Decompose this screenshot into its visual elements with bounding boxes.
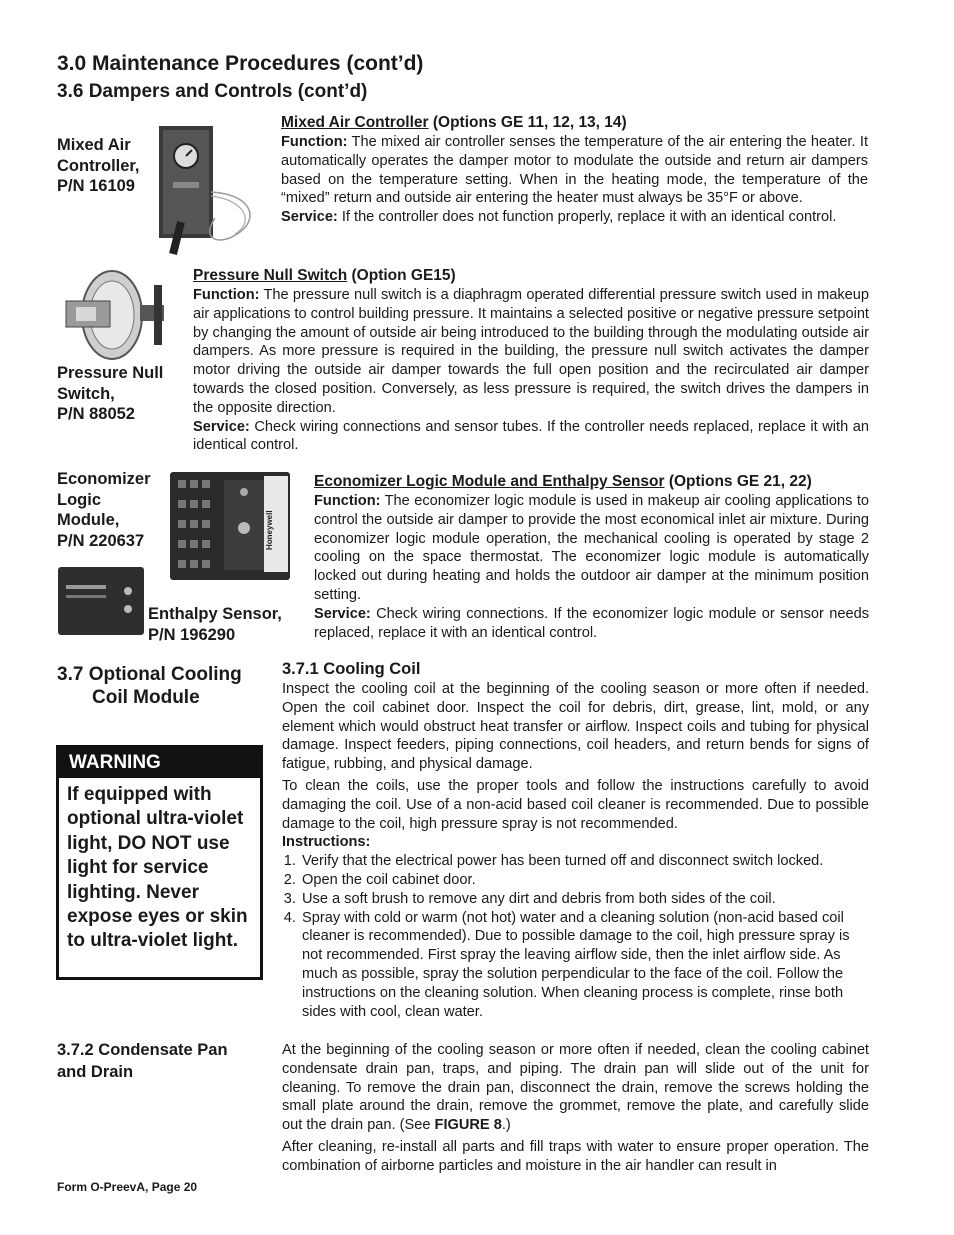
- list-item: 3. Use a soft brush to remove any dirt and debris from both sides of the coil.: [300, 890, 869, 909]
- economizer-function: Function: The economizer logic module is used in makeup air cooling applications to control the outside air damper to provide the most economical inlet air mixture. During economizer logic module operation, the mechanical cooling is operated by stage 2 cooling on the space thermostat. The economizer logic module is automatically locked out during heating and holds the outdoor air damper at the minimum position setting.: [314, 493, 869, 603]
- mixed-air-service: Service: If the controller does not function properly, replace it with an identical control.: [281, 209, 837, 226]
- cooling-coil-section: [282, 659, 869, 1021]
- economizer-module-photo: [168, 470, 292, 582]
- list-item: 1. Verify that the electrical power has been turned off and disconnect switch locked.: [300, 852, 869, 871]
- pressure-null-heading: Pressure Null Switch (Option GE15): [193, 267, 456, 284]
- warning-title: WARNING: [59, 748, 260, 778]
- warning-box: [56, 745, 263, 980]
- warning-text: If equipped with optional ultra-violet light, DO NOT use light for service lighting. Never expose eyes or skin to ultra-violet light.: [67, 784, 248, 952]
- list-item: 2. Open the coil cabinet door.: [300, 871, 869, 890]
- condensate-section: [282, 1041, 869, 1176]
- section-subtitle: 3.6 Dampers and Controls (cont’d): [57, 81, 368, 102]
- condensate-para1: At the beginning of the cooling season or more often if needed, clean the cooling cabinet condensate drain pan, traps, and piping. The drain pan will slide out of the unit for cleaning. To remove the drain pan, disconnect the drain, remove the screws holding the small plate around the drain, remove the grommet, remove the plate, and carefully slide out the drain pan. (See FIGURE 8.): [282, 1042, 869, 1134]
- pressure-null-switch-photo: [60, 265, 170, 365]
- cooling-coil-para2: To clean the coils, use the proper tools and follow the instructions carefully to avoid damaging the coil. Use of a non-acid based coil cleaner is recommended. Due to possible damage to the coil, high pressure spray is not recommended.: [282, 777, 869, 832]
- economizer-section: [314, 472, 869, 642]
- mixed-air-controller-photo: [155, 122, 265, 257]
- economizer-service: Service: Check wiring connections. If the economizer logic module or sensor needs replaced, replace it with an identical control.: [314, 605, 869, 641]
- pressure-null-service: Service: Check wiring connections and sensor tubes. If the controller needs replaced, replace it with an identical control.: [193, 418, 869, 454]
- mixed-air-heading: Mixed Air Controller (Options GE 11, 12, 13, 14): [281, 114, 627, 131]
- economizer-heading: Economizer Logic Module and Enthalpy Sensor (Options GE 21, 22): [314, 473, 812, 490]
- economizer-caption: Economizer Logic Module, P/N 220637: [57, 470, 151, 550]
- svg-text:Honeywell: Honeywell: [265, 510, 274, 550]
- cooling-module-heading: 3.7 Optional Cooling Coil Module: [57, 664, 242, 708]
- page-footer: Form O-PreevA, Page 20: [57, 1180, 198, 1194]
- cooling-coil-heading: 3.7.1 Cooling Coil: [282, 660, 421, 678]
- instructions-label: Instructions:: [282, 834, 371, 851]
- cooling-coil-para1: Inspect the cooling coil at the beginning of the cooling season or more often if needed. Open the coil cabinet door. Inspect the coil for debris, dirt, grease, lint, mold, or any element which would obstruct heat transfer or airflow. Inspect coils and tubing for physical damage. Inspect feeders, piping connections, coil headers, and return bends for signs of fatigue, rubbing, and physical damage.: [282, 681, 869, 773]
- pressure-null-caption: Pressure Null Switch, P/N 88052: [57, 364, 164, 423]
- mixed-air-function: Function: The mixed air controller senses the temperature of the air entering the heater. It automatically operates the damper motor to modulate the outside and return air dampers based on the temperature setting. When in the heating mode, the temperature of the “mixed” return and outside air entering the heater must always be 35°F or above.: [281, 134, 868, 207]
- enthalpy-sensor-caption: Enthalpy Sensor, P/N 196290: [148, 605, 282, 644]
- instructions-list: [282, 852, 869, 1021]
- page-title: 3.0 Maintenance Procedures (cont’d): [57, 52, 424, 75]
- condensate-para2: After cleaning, re-install all parts and fill traps with water to ensure proper operation. The combination of airborne particles and moisture in the air handler can result in: [282, 1138, 869, 1174]
- pressure-null-function: Function: The pressure null switch is a diaphragm operated differential pressure switch used in makeup air applications to control building pressure. It maintains a selected positive or negative pressure setpoint by changing the amount of outside air being introduced to the building through the modulating outside air dampers. As more pressure is required in the building, the pressure null switch activates the damper motor driving the outside air damper towards the full open position and the recirculated air damper towards the closed position. Conversely, as less pressure is required, the switch drives the dampers in the opposite direction.: [193, 287, 869, 416]
- figure-reference: FIGURE 8: [434, 1117, 502, 1134]
- condensate-heading: 3.7.2 Condensate Pan and Drain: [57, 1041, 228, 1081]
- pressure-null-section: [193, 266, 869, 455]
- list-item: 4. Spray with cold or warm (not hot) water and a cleaning solution (non-acid based coil cleaner is recommended). Due to possible damage to the coil, high pressure spray is not recommended. First spray the leaving airflow side, then the inlet airflow side. As much as possible, spray the solution perpendicular to the face of the coil. Follow the instructions on the cleaning solution. When cleaning process is complete, rinse both sides with cool, clean water.: [300, 909, 869, 1022]
- mixed-air-section: [281, 113, 868, 227]
- enthalpy-sensor-photo: [56, 565, 146, 637]
- mixed-air-caption: Mixed Air Controller, P/N 16109: [57, 136, 140, 195]
